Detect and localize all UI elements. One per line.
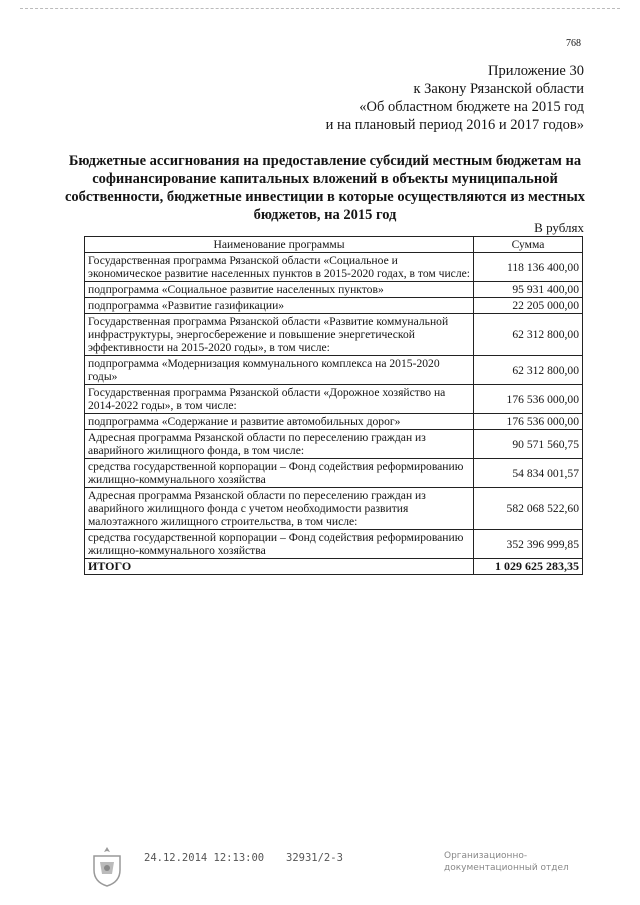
table-row <box>85 530 583 559</box>
program-name-cell: средства государственной корпорации – Фонд содействия реформированию жилищно-коммунального хозяйства <box>85 530 474 559</box>
appendix-line-2: к Закону Рязанской области <box>413 81 584 97</box>
footer-doc-number: 32931/2-3 <box>286 852 343 864</box>
document-title: Бюджетные ассигнования на предоставление субсидий местным бюджетам на софинансирование капитальных вложений в объекты муниципальной собственности, бюджетные инвестиции в которые осуществляются из местных бюджетов, на 2015 год <box>64 153 586 223</box>
table-row <box>85 253 583 282</box>
table-row <box>85 298 583 314</box>
program-name-cell: подпрограмма «Модернизация коммунального комплекса на 2015-2020 годы» <box>85 356 474 385</box>
program-name-cell: Адресная программа Рязанской области по переселению граждан из аварийного жилищного фонда с учетом необходимости развития малоэтажного жилищного строительства, в том числе: <box>85 488 474 530</box>
footer-org-line-1: Организационно- <box>444 851 528 861</box>
program-name-cell: Государственная программа Рязанской области «Развитие коммунальной инфраструктуры, энергосбережение и повышение энергетической эффективности на 2015-2020 годы», в том числе: <box>85 314 474 356</box>
program-name-cell: Государственная программа Рязанской области «Дорожное хозяйство на 2014-2022 годы», в том числе: <box>85 385 474 414</box>
footer-timestamp: 24.12.2014 12:13:00 <box>144 852 265 864</box>
program-name-cell: Государственная программа Рязанской области «Социальное и экономическое развитие населенных пунктов в 2015-2020 годах, в том числе: <box>85 253 474 282</box>
amount-cell: 118 136 400,00 <box>474 253 583 282</box>
header-amount: Сумма <box>474 237 583 253</box>
coat-of-arms-stamp-icon <box>86 844 128 888</box>
amount-cell: 90 571 560,75 <box>474 430 583 459</box>
program-name-cell: подпрограмма «Социальное развитие населенных пунктов» <box>85 282 474 298</box>
table-header-row <box>85 237 583 253</box>
table-row <box>85 488 583 530</box>
footer-org-stamp <box>444 850 569 874</box>
table-row <box>85 282 583 298</box>
table-row <box>85 314 583 356</box>
appendix-line-4: и на плановый период 2016 и 2017 годов» <box>325 117 584 133</box>
amount-cell: 176 536 000,00 <box>474 385 583 414</box>
program-name-cell: Адресная программа Рязанской области по переселению граждан из аварийного жилищного фонда, в том числе: <box>85 430 474 459</box>
scan-edge-line <box>20 8 620 10</box>
header-program-name: Наименование программы <box>85 237 474 253</box>
program-name-cell: средства государственной корпорации – Фонд содействия реформированию жилищно-коммунального хозяйства <box>85 459 474 488</box>
amount-cell: 62 312 800,00 <box>474 356 583 385</box>
table-row <box>85 385 583 414</box>
amount-cell: 352 396 999,85 <box>474 530 583 559</box>
table-row <box>85 414 583 430</box>
table-row <box>85 356 583 385</box>
amount-cell: 22 205 000,00 <box>474 298 583 314</box>
page-number: 768 <box>566 38 581 49</box>
amount-cell: 582 068 522,60 <box>474 488 583 530</box>
appendix-line-1: Приложение 30 <box>488 63 584 79</box>
amount-cell: 62 312 800,00 <box>474 314 583 356</box>
table-row <box>85 459 583 488</box>
table-row <box>85 430 583 459</box>
appendix-header <box>326 62 584 134</box>
footer-org-line-2: документационный отдел <box>444 863 569 873</box>
appendix-line-3: «Об областном бюджете на 2015 год <box>359 99 584 115</box>
amount-cell: 54 834 001,57 <box>474 459 583 488</box>
program-name-cell: подпрограмма «Развитие газификации» <box>85 298 474 314</box>
total-row <box>85 559 583 575</box>
budget-table <box>84 236 583 575</box>
total-amount: 1 029 625 283,35 <box>474 559 583 575</box>
amount-cell: 95 931 400,00 <box>474 282 583 298</box>
total-label: ИТОГО <box>85 559 474 575</box>
program-name-cell: подпрограмма «Содержание и развитие автомобильных дорог» <box>85 414 474 430</box>
amount-cell: 176 536 000,00 <box>474 414 583 430</box>
currency-note: В рублях <box>534 220 584 235</box>
